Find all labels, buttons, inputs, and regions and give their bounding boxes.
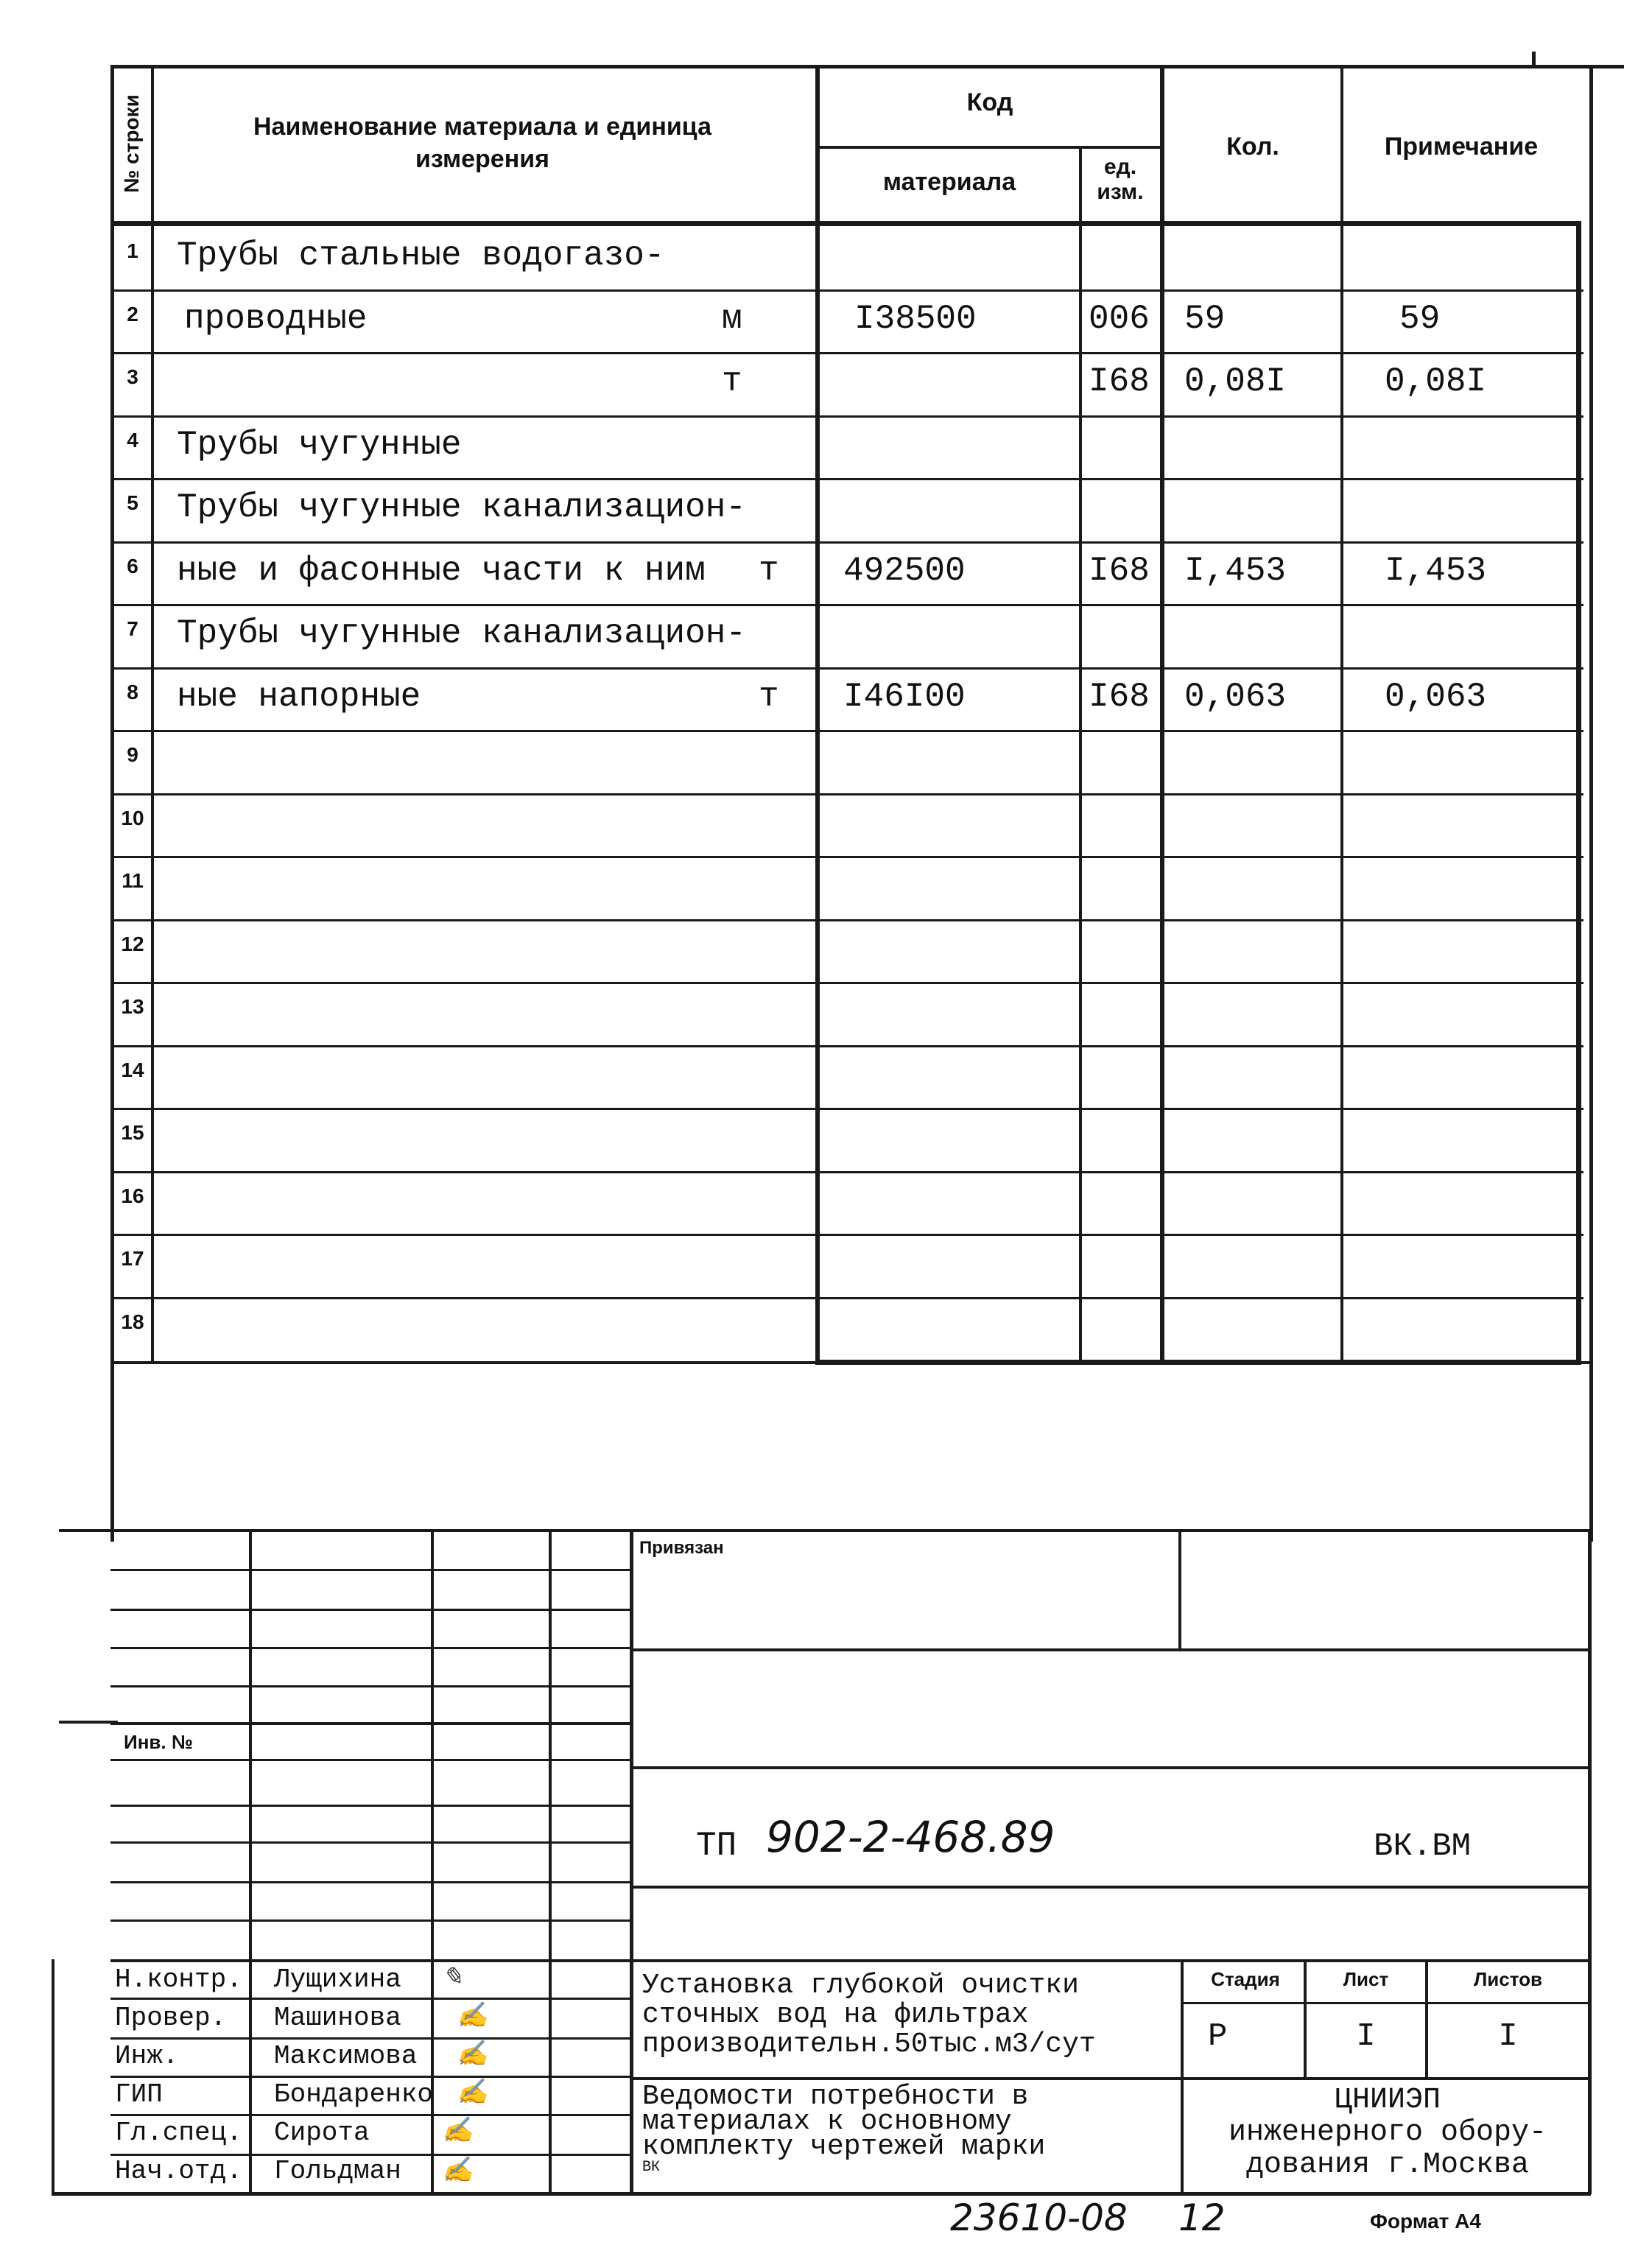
row-divider — [110, 1108, 1584, 1110]
material-name: ные и фасонные части к ним — [177, 552, 706, 590]
row-divider — [110, 1297, 1584, 1299]
quantity: I,453 — [1184, 552, 1287, 590]
unit-of-measure: м — [722, 300, 742, 338]
role-label: Провер. — [115, 2003, 227, 2033]
row-number: 6 — [127, 555, 138, 577]
material-code: I38500 — [854, 300, 977, 338]
code-unit-header: ед. изм. — [1097, 155, 1144, 204]
material-name: Трубы чугунные канализацион- — [177, 488, 746, 527]
row-number: 5 — [127, 491, 138, 514]
person-name: Гольдман — [274, 2156, 401, 2186]
row-number: 14 — [121, 1058, 144, 1081]
material-name: Трубы чугунные — [177, 426, 462, 464]
row-number: 12 — [121, 932, 144, 955]
unit-of-measure: т — [759, 678, 779, 716]
row-divider — [110, 793, 1584, 795]
row-number: 16 — [121, 1184, 144, 1207]
row-number: 2 — [127, 303, 138, 326]
row-number: 18 — [121, 1310, 144, 1333]
sheet-label: Лист — [1343, 1968, 1389, 1990]
person-name: Лущихина — [274, 1964, 401, 1995]
unit-code: I68 — [1089, 362, 1150, 401]
row-divider — [110, 919, 1584, 921]
row-divider — [110, 730, 1584, 732]
material-name: ные напорные — [177, 678, 421, 716]
person-name: Бондаренко — [274, 2079, 434, 2110]
quantity: 0,08I — [1184, 362, 1287, 401]
row-divider — [110, 1045, 1584, 1047]
quantity: 0,063 — [1184, 678, 1287, 716]
note: 59 — [1399, 300, 1441, 338]
person-name: Сирота — [274, 2118, 370, 2148]
project-title: Установка глубокой очистки сточных вод на фильтрах производительн.50тыс.м3/сут — [642, 1970, 1096, 2060]
stage-value: Р — [1208, 2018, 1228, 2055]
signature-scribble: ✍ — [457, 2001, 488, 2030]
row-divider — [110, 289, 1584, 292]
code-material-header: материала — [882, 168, 1016, 196]
row-divider — [110, 667, 1584, 670]
sheet-value: I — [1356, 2018, 1376, 2055]
sheets-value: I — [1498, 2018, 1518, 2055]
row-divider — [110, 1234, 1584, 1236]
row-number: 13 — [121, 995, 144, 1018]
organization: ЦНИИЭП инженерного обору- дования г.Москва — [1228, 2084, 1547, 2182]
signature-scribble: ✍ — [457, 2039, 488, 2068]
unit-code: I68 — [1089, 552, 1150, 590]
row-number: 7 — [127, 617, 138, 640]
row-divider — [110, 856, 1584, 858]
signature-scribble: ✍ — [457, 2077, 488, 2107]
row-number-header: № строки — [119, 94, 143, 193]
role-label: ГИП — [115, 2079, 163, 2110]
row-number: 17 — [121, 1247, 144, 1270]
role-label: Гл.спец. — [115, 2118, 242, 2148]
signature-scribble: ✍ — [442, 2115, 474, 2145]
row-number: 11 — [122, 869, 144, 892]
unit-of-measure: т — [759, 552, 779, 590]
qty-header: Кол. — [1226, 133, 1279, 161]
stage-label: Стадия — [1211, 1968, 1280, 1990]
signature-scribble: ✍ — [442, 2155, 474, 2185]
sheets-label: Листов — [1474, 1968, 1542, 1990]
archive-number: 23610-08 — [950, 2196, 1128, 2239]
row-number: 4 — [127, 429, 138, 452]
row-divider — [110, 604, 1584, 606]
row-number: 8 — [127, 681, 138, 703]
unit-code: I68 — [1089, 678, 1150, 716]
row-number: 1 — [127, 239, 138, 262]
signature-scribble: ✎ — [442, 1962, 463, 1992]
row-divider — [110, 982, 1584, 984]
role-label: Нач.отд. — [115, 2156, 242, 2186]
document-number: 902-2-468.89 — [766, 1812, 1055, 1862]
row-divider — [110, 1171, 1584, 1173]
row-number: 10 — [121, 807, 144, 829]
material-name: Трубы стальные водогазо- — [177, 236, 665, 275]
row-divider — [110, 541, 1584, 544]
quantity: 59 — [1184, 300, 1226, 338]
row-number: 15 — [121, 1121, 144, 1144]
material-code: I46I00 — [843, 678, 966, 716]
row-divider — [110, 415, 1584, 418]
row-number: 9 — [127, 743, 138, 766]
unit-code: 006 — [1089, 300, 1150, 338]
inventory-number-label: Инв. № — [124, 1731, 193, 1753]
name-header: Наименование материала и единица измерения — [253, 113, 711, 173]
material-code: 492500 — [843, 552, 966, 590]
format-label: Формат А4 — [1370, 2210, 1481, 2233]
note: 0,063 — [1385, 678, 1487, 716]
page-number: 12 — [1178, 2196, 1226, 2239]
person-name: Машинова — [274, 2003, 401, 2033]
code-header: Код — [966, 88, 1013, 116]
row-divider — [110, 352, 1584, 354]
privyazan-label: Привязан — [639, 1538, 724, 1558]
role-label: Н.контр. — [115, 1964, 242, 1995]
material-name: Трубы чугунные канализацион- — [177, 614, 746, 653]
row-number: 3 — [127, 365, 138, 388]
sheet-title: Ведомости потребности в материалах к основному комплекту чертежей марки ВК — [642, 2081, 1046, 2176]
row-divider — [110, 478, 1584, 480]
person-name: Максимова — [274, 2041, 418, 2071]
material-name: проводные — [184, 300, 368, 338]
note: 0,08I — [1385, 362, 1487, 401]
document-prefix: ТП — [696, 1827, 737, 1865]
note: I,453 — [1385, 552, 1487, 590]
role-label: Инж. — [115, 2041, 179, 2071]
unit-of-measure: т — [722, 362, 742, 401]
note-header: Примечание — [1384, 133, 1539, 161]
document-mark: ВК.ВМ — [1374, 1828, 1472, 1865]
